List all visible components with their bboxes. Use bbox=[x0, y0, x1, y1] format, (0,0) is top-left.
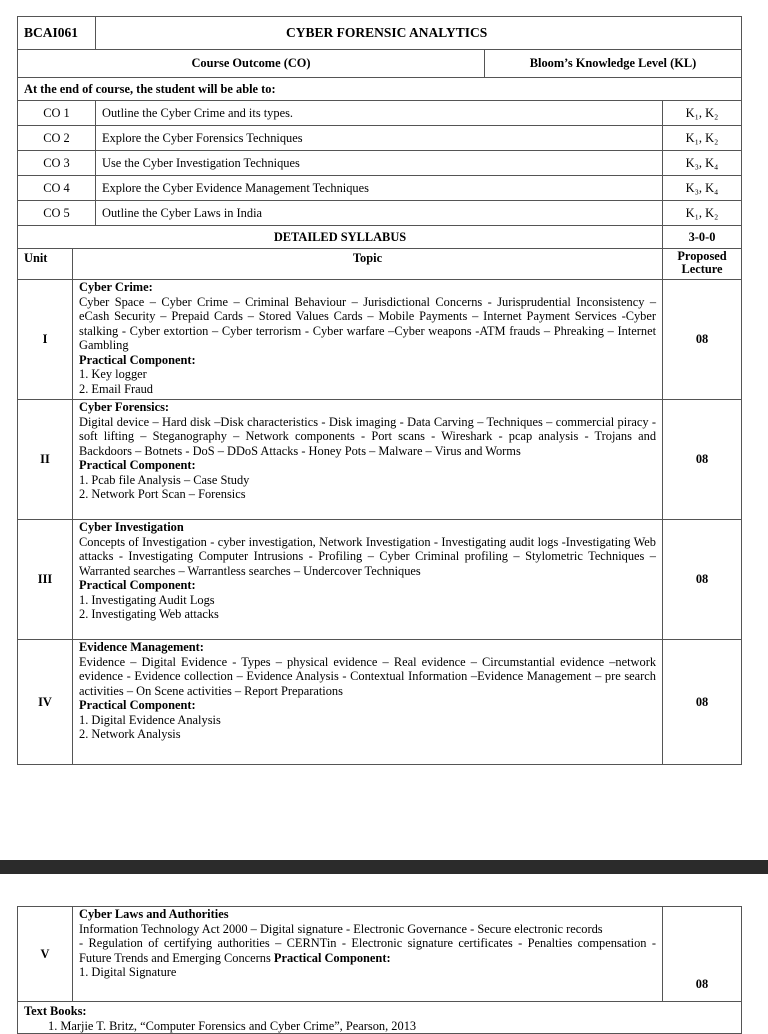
outcome-intro: At the end of course, the student will be able to: bbox=[18, 78, 742, 101]
unit-column-header: Unit bbox=[18, 249, 73, 280]
practical-item: 1. Digital Signature bbox=[79, 965, 177, 979]
ltp-value: 3-0-0 bbox=[663, 226, 742, 249]
outcome-text: Explore the Cyber Evidence Management Techniques bbox=[96, 176, 663, 201]
practical-label: Practical Component: bbox=[79, 458, 196, 472]
unit-topic bbox=[73, 280, 663, 400]
unit-number: III bbox=[18, 520, 73, 640]
unit-heading: Evidence Management: bbox=[79, 640, 204, 654]
outcome-kl: K₁, K₂ bbox=[663, 101, 742, 126]
syllabus-title: DETAILED SYLLABUS bbox=[18, 226, 663, 249]
unit-topic bbox=[73, 907, 663, 1002]
syllabus-page-2 bbox=[17, 906, 741, 1034]
outcome-kl: K₁, K₂ bbox=[663, 201, 742, 226]
textbooks-label: Text Books: bbox=[24, 1004, 87, 1018]
outcome-row bbox=[18, 126, 742, 151]
outcome-id: CO 3 bbox=[18, 151, 96, 176]
unit-number: IV bbox=[18, 640, 73, 765]
outcome-id: CO 5 bbox=[18, 201, 96, 226]
syllabus-table bbox=[17, 225, 742, 765]
unit-topic bbox=[73, 640, 663, 765]
practical-item: 1. Investigating Audit Logs bbox=[79, 592, 215, 607]
unit-body-continued bbox=[79, 936, 656, 965]
lecture-count: 08 bbox=[663, 907, 742, 1002]
outcome-kl: K₃, K₄ bbox=[663, 151, 742, 176]
unit-number: II bbox=[18, 400, 73, 520]
unit-heading: Cyber Investigation bbox=[79, 520, 184, 534]
unit-topic bbox=[73, 400, 663, 520]
unit-row bbox=[18, 520, 742, 640]
practical-item: 2. Investigating Web attacks bbox=[79, 607, 219, 621]
kl-column-header: Bloom’s Knowledge Level (KL) bbox=[485, 50, 742, 78]
unit-heading: Cyber Crime: bbox=[79, 280, 153, 294]
course-outcomes-table bbox=[17, 100, 742, 226]
topic-column-header: Topic bbox=[73, 249, 663, 280]
practical-item: 2. Email Fraud bbox=[79, 381, 153, 396]
outcome-id: CO 2 bbox=[18, 126, 96, 151]
practical-label: Practical Component: bbox=[79, 578, 196, 592]
unit-heading: Cyber Forensics: bbox=[79, 400, 170, 414]
practical-item: 2. Network Analysis bbox=[79, 727, 181, 741]
unit-body: Cyber Space – Cyber Crime – Criminal Behaviour – Jurisdictional Concerns - Jurisprudential Inconsistency – eCash Security – Prepaid Cards – Stored Values Cards – Mobile Payments – Internet Payment Services -Cyber stalking - Cyber extortion – Cyber terrorism - Cyber warfare –Cyber weapons -ATM frauds – Phreaking – Internet Gambling bbox=[79, 294, 657, 352]
practical-item: 1. Key logger bbox=[79, 367, 147, 381]
textbook-item: 1. Marjie T. Britz, “Computer Forensics and Cyber Crime”, Pearson, 2013 bbox=[48, 1018, 417, 1033]
syllabus-page-1 bbox=[17, 16, 741, 765]
unit-body: Evidence – Digital Evidence - Types – physical evidence – Real evidence – Circumstantial evidence –network evidence - Evidence collection – Evidence Analysis - Contextual Information –Evidence Management – pre search activities – On Scene activities – Report Preparations bbox=[79, 654, 657, 698]
unit-number: I bbox=[18, 280, 73, 400]
outcome-row bbox=[18, 201, 742, 226]
outcome-kl: K₁, K₂ bbox=[663, 126, 742, 151]
outcome-row bbox=[18, 101, 742, 126]
course-header-table bbox=[17, 16, 742, 101]
syllabus-table-continued bbox=[17, 906, 742, 1034]
outcome-text: Explore the Cyber Forensics Techniques bbox=[96, 126, 663, 151]
unit-row bbox=[18, 640, 742, 765]
unit-heading: Cyber Laws and Authorities bbox=[79, 907, 229, 921]
textbooks-section bbox=[18, 1002, 742, 1034]
unit-topic bbox=[73, 520, 663, 640]
lecture-count: 08 bbox=[663, 520, 742, 640]
outcome-id: CO 1 bbox=[18, 101, 96, 126]
unit-row bbox=[18, 280, 742, 400]
outcome-kl: K₃, K₄ bbox=[663, 176, 742, 201]
lecture-count: 08 bbox=[663, 640, 742, 765]
unit-body: Information Technology Act 2000 – Digital signature - Electronic Governance - Secure electronic records bbox=[79, 921, 603, 936]
lecture-count: 08 bbox=[663, 400, 742, 520]
lecture-column-header: Proposed Lecture bbox=[663, 249, 742, 280]
course-code: BCAI061 bbox=[18, 17, 96, 50]
practical-label: Practical Component: bbox=[273, 950, 391, 965]
lecture-count: 08 bbox=[663, 280, 742, 400]
unit-number: V bbox=[18, 907, 73, 1002]
unit-body: Concepts of Investigation - cyber investigation, Network Investigation - Investigating audit logs -Investigating Web attacks - Investigating Computer Intrusions - Profiling – Cyber Criminal profiling – Stylometric Techniques – Warranted searches – Warrantless searches – Undercover Techniques bbox=[79, 534, 657, 578]
practical-label: Practical Component: bbox=[79, 698, 196, 712]
practical-item: 1. Digital Evidence Analysis bbox=[79, 712, 221, 727]
co-column-header: Course Outcome (CO) bbox=[18, 50, 485, 78]
unit-body-part: - Regulation of certifying authorities – CERNTin - Electronic signature certificates - Penalties compensation - Future Trends and Emerging Concerns bbox=[79, 936, 656, 965]
course-title: CYBER FORENSIC ANALYTICS bbox=[96, 17, 742, 50]
unit-row bbox=[18, 400, 742, 520]
practical-item: 2. Network Port Scan – Forensics bbox=[79, 487, 246, 501]
outcome-text: Outline the Cyber Laws in India bbox=[96, 201, 663, 226]
outcome-text: Outline the Cyber Crime and its types. bbox=[96, 101, 663, 126]
practical-label: Practical Component: bbox=[79, 352, 196, 367]
outcome-row bbox=[18, 176, 742, 201]
outcome-id: CO 4 bbox=[18, 176, 96, 201]
outcome-row bbox=[18, 151, 742, 176]
unit-body: Digital device – Hard disk –Disk characteristics - Disk imaging - Data Carving – Techniques – commercial piracy - soft lifting – Steganography – Network components - Port scans - Wireshark - pcap analysis - Trojans and Backdoors – Botnets - DoS – DDoS Attacks - Honey Pots – Malware – Virus and Worms bbox=[79, 414, 657, 458]
unit-row bbox=[18, 907, 742, 1002]
outcome-text: Use the Cyber Investigation Techniques bbox=[96, 151, 663, 176]
page-separator bbox=[0, 860, 768, 874]
practical-item: 1. Pcab file Analysis – Case Study bbox=[79, 472, 250, 487]
